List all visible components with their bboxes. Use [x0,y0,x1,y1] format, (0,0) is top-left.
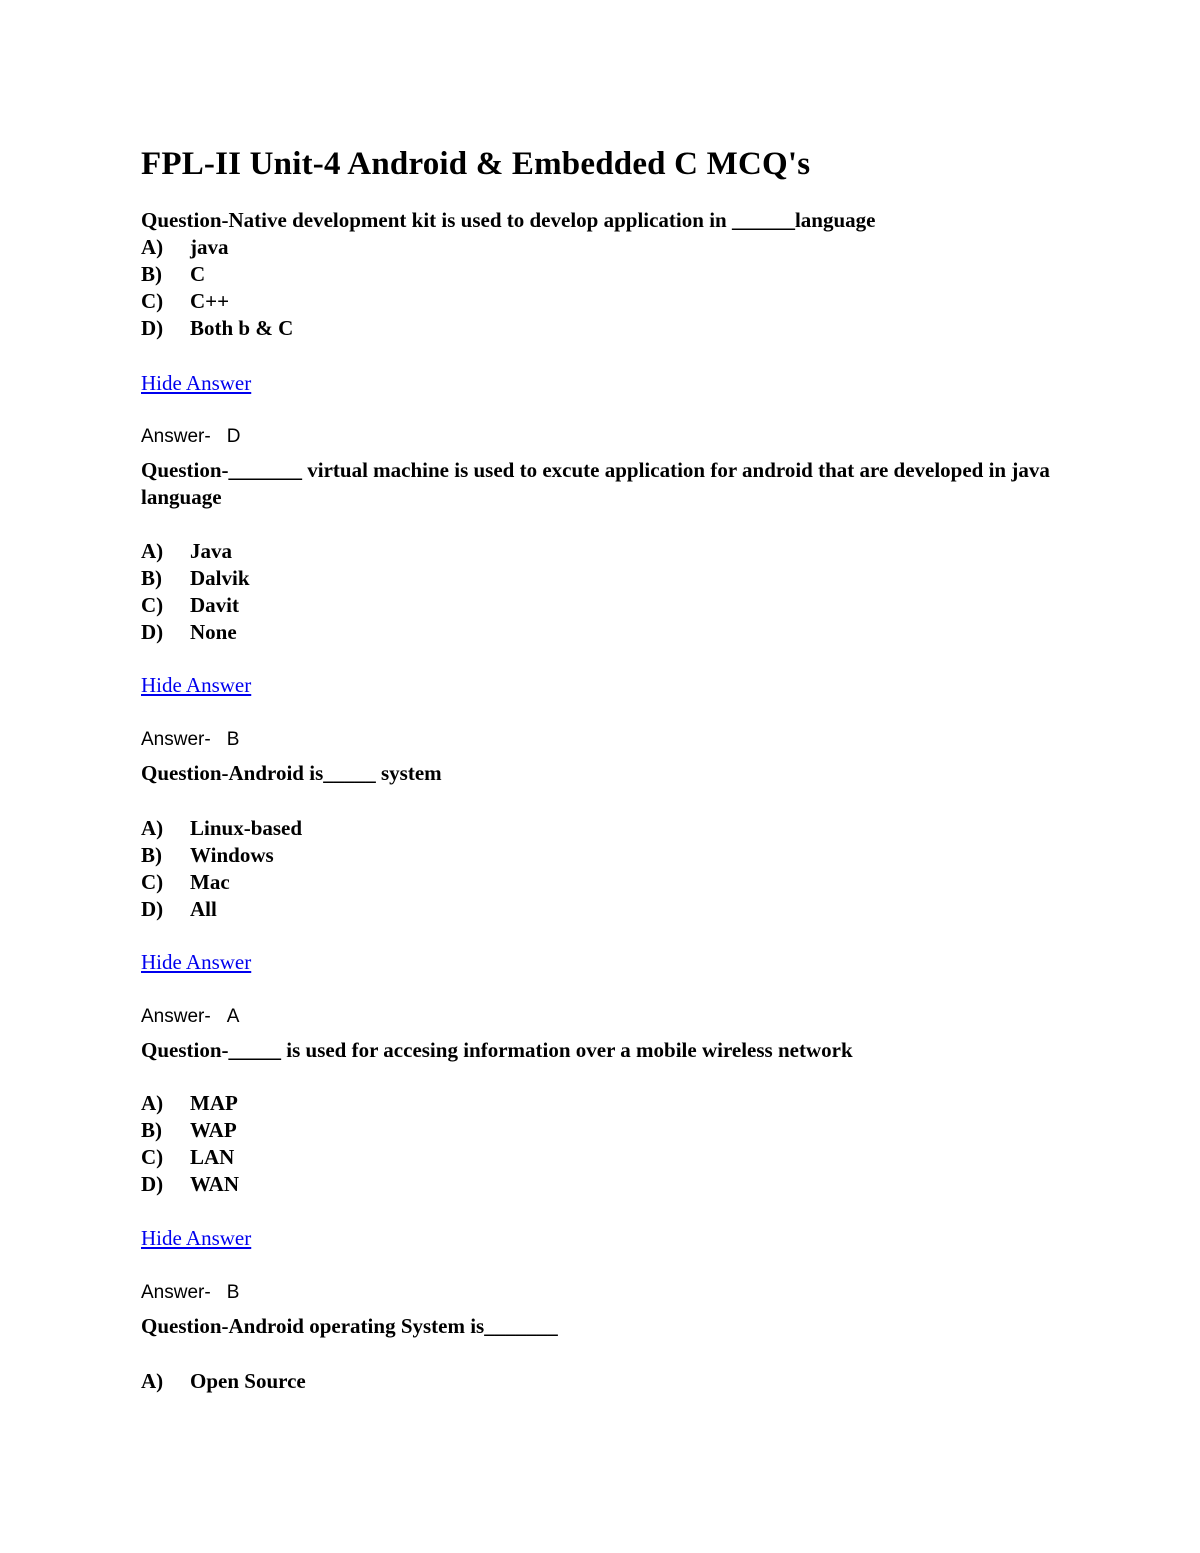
options-list [141,1090,1081,1198]
document-page [141,140,1081,1395]
option-text: Linux-based [190,816,303,840]
option-text: MAP [190,1091,238,1115]
option-item [141,234,1081,261]
option-text: java [190,235,229,259]
option-letter: A) [141,539,164,563]
option-letter: D) [141,1172,164,1196]
option-item [141,842,1081,869]
option-item [141,896,1081,923]
question-block-4 [141,1037,1081,1306]
option-letter: D) [141,897,164,921]
answer-line [141,726,1081,753]
option-item [141,538,1081,565]
option-item [141,592,1081,619]
hide-answer-link[interactable]: Hide Answer [141,1226,252,1250]
option-letter: B) [141,1118,162,1142]
option-item [141,1368,1081,1395]
option-item [141,869,1081,896]
option-text: Davit [190,593,239,617]
options-list [141,815,1081,923]
option-letter: D) [141,316,164,340]
question-block-2 [141,457,1081,753]
hide-answer-link[interactable]: Hide Answer [141,673,252,697]
options-list [141,234,1081,342]
option-text: WAP [190,1118,237,1142]
page-title: FPL-II Unit-4 Android & Embedded C MCQ's [141,146,811,182]
question-text: Question-Android operating System is_______ [141,1314,558,1338]
option-text: C [190,262,206,286]
option-letter: C) [141,1145,164,1169]
option-letter: A) [141,1369,164,1393]
option-item [141,1117,1081,1144]
option-text: WAN [190,1172,240,1196]
question-text: Question-Android is_____ system [141,761,442,785]
option-item [141,315,1081,342]
hide-answer-link[interactable]: Hide Answer [141,950,252,974]
option-letter: B) [141,843,162,867]
answer-line [141,423,1081,450]
option-text: Dalvik [190,566,250,590]
answer-line [141,1279,1081,1306]
options-list [141,1368,1081,1395]
option-item [141,1171,1081,1198]
option-letter: B) [141,262,162,286]
option-letter: C) [141,289,164,313]
option-item [141,261,1081,288]
question-text: Question-Native development kit is used to develop application in ______language [141,208,876,232]
option-item [141,288,1081,315]
option-text: Both b & C [190,316,294,340]
answer-value: B [226,1282,240,1303]
question-text: Question-_______ virtual machine is used to excute application for android that are developed in java language [141,458,1050,509]
question-text: Question-_____ is used for accesing information over a mobile wireless network [141,1038,853,1062]
option-letter: A) [141,1091,164,1115]
option-item [141,1144,1081,1171]
answer-line [141,1003,1081,1030]
answer-value: B [226,729,240,750]
answer-value: D [226,426,241,447]
answer-prefix: Answer- [141,729,211,750]
option-letter: D) [141,620,164,644]
option-letter: A) [141,816,164,840]
option-text: All [190,897,217,921]
option-text: None [190,620,237,644]
option-text: Java [190,539,232,563]
option-letter: B) [141,566,162,590]
option-text: LAN [190,1145,235,1169]
option-text: C++ [190,289,230,313]
question-block-1 [141,207,1081,450]
answer-prefix: Answer- [141,426,211,447]
option-letter: C) [141,870,164,894]
option-item [141,619,1081,646]
option-item [141,815,1081,842]
option-letter: A) [141,235,164,259]
option-text: Mac [190,870,230,894]
answer-value: A [226,1006,240,1027]
options-list [141,538,1081,646]
option-item [141,1090,1081,1117]
option-item [141,565,1081,592]
option-letter: C) [141,593,164,617]
question-block-3 [141,760,1081,1030]
hide-answer-link[interactable]: Hide Answer [141,371,252,395]
answer-prefix: Answer- [141,1282,211,1303]
answer-prefix: Answer- [141,1006,211,1027]
question-block-5 [141,1313,1081,1395]
option-text: Windows [190,843,274,867]
option-text: Open Source [190,1369,306,1393]
